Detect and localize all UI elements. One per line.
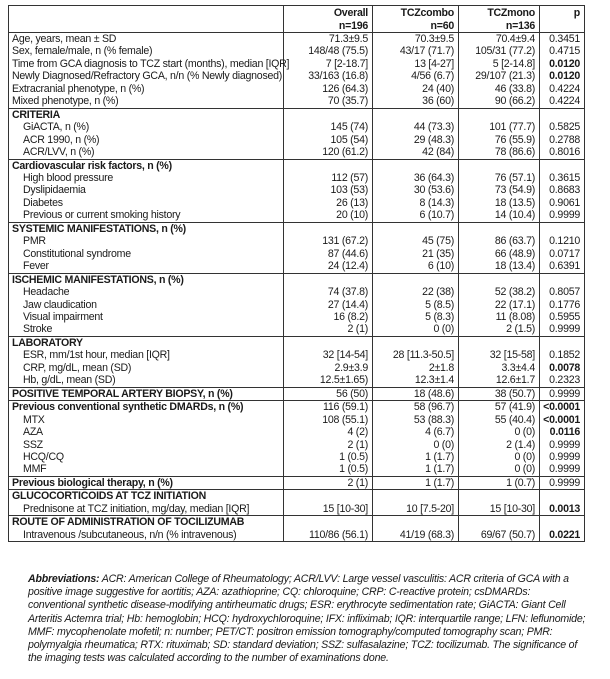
cell-tczmono: 29/107 (21.3) <box>459 70 540 82</box>
row-label: Extracranial phenotype, n (%) <box>9 83 284 95</box>
table-section <box>9 159 585 222</box>
cell-p-value: 0.4224 <box>540 83 585 95</box>
cell-overall: 131 (67.2) <box>284 235 373 247</box>
section-title: Previous biological therapy, n (%) <box>9 476 284 489</box>
cell-tczmono: 57 (41.9) <box>459 401 540 414</box>
cell-p-value: <0.0001 <box>540 401 585 414</box>
row-label: GiACTA, n (%) <box>9 121 284 133</box>
cell-overall: 20 (10) <box>284 209 373 222</box>
table-row <box>9 439 585 451</box>
cell-overall: 148/48 (75.5) <box>284 45 373 57</box>
cell-p-value: 0.2788 <box>540 134 585 146</box>
cell-p-value: 0.9999 <box>540 476 585 489</box>
row-label: AZA <box>9 426 284 438</box>
table-row <box>9 70 585 82</box>
cell-overall: 2.9±3.9 <box>284 362 373 374</box>
row-label: Intravenous /subcutaneous, n/n (% intravenous) <box>9 529 284 542</box>
cell-overall: 105 (54) <box>284 134 373 146</box>
table-row <box>9 172 585 184</box>
section-header-row <box>9 476 585 489</box>
table-row <box>9 426 585 438</box>
header-overall: Overall n=196 <box>284 6 373 33</box>
row-label: ACR 1990, n (%) <box>9 134 284 146</box>
cell-p-value: 0.9999 <box>540 451 585 463</box>
table-row <box>9 33 585 46</box>
row-label: SSZ <box>9 439 284 451</box>
cell-tczcombo: 12.3±1.4 <box>373 374 459 387</box>
table-row <box>9 197 585 209</box>
section-title: POSITIVE TEMPORAL ARTERY BIOPSY, n (%) <box>9 387 284 400</box>
cell-overall: 26 (13) <box>284 197 373 209</box>
cell-p-value: 0.4224 <box>540 95 585 108</box>
cell-tczcombo: 45 (75) <box>373 235 459 247</box>
table-row <box>9 299 585 311</box>
section-header-row <box>9 336 585 349</box>
cell-tczmono: 78 (86.6) <box>459 146 540 159</box>
row-label: Time from GCA diagnosis to TCZ start (months), median [IQR] <box>9 58 284 70</box>
table-section <box>9 336 585 387</box>
table-row <box>9 323 585 336</box>
cell-tczcombo: 29 (48.3) <box>373 134 459 146</box>
baseline-characteristics-table-container <box>8 5 584 542</box>
cell-overall: 16 (8.2) <box>284 311 373 323</box>
cell-tczcombo: 42 (84) <box>373 146 459 159</box>
cell-tczmono: 86 (63.7) <box>459 235 540 247</box>
table-row <box>9 83 585 95</box>
header-row <box>9 6 585 33</box>
cell-overall: 2 (1) <box>284 476 373 489</box>
cell-tczcombo: 1 (1.7) <box>373 476 459 489</box>
cell-tczmono: 38 (50.7) <box>459 387 540 400</box>
section-title: Cardiovascular risk factors, n (%) <box>9 159 284 172</box>
row-label: HCQ/CQ <box>9 451 284 463</box>
row-label: MMF <box>9 463 284 476</box>
cell-tczcombo: 8 (14.3) <box>373 197 459 209</box>
table-section <box>9 490 585 516</box>
table-row <box>9 146 585 159</box>
table-row <box>9 248 585 260</box>
cell-tczmono: 76 (57.1) <box>459 172 540 184</box>
cell-tczmono: 12.6±1.7 <box>459 374 540 387</box>
cell-p-value: 0.0078 <box>540 362 585 374</box>
cell-p-value: 0.0717 <box>540 248 585 260</box>
cell-tczmono: 105/31 (77.2) <box>459 45 540 57</box>
cell-tczcombo: 36 (64.3) <box>373 172 459 184</box>
cell-p-value: 0.8683 <box>540 184 585 196</box>
cell-tczmono: 101 (77.7) <box>459 121 540 133</box>
cell-overall: 12.5±1.65) <box>284 374 373 387</box>
cell-tczmono: 69/67 (50.7) <box>459 529 540 542</box>
table-section <box>9 387 585 400</box>
cell-tczmono: 0 (0) <box>459 451 540 463</box>
row-label: Mixed phenotype, n (%) <box>9 95 284 108</box>
cell-tczmono: 46 (33.8) <box>459 83 540 95</box>
cell-p-value: 0.3615 <box>540 172 585 184</box>
cell-tczcombo: 44 (73.3) <box>373 121 459 133</box>
cell-p-value: 0.8016 <box>540 146 585 159</box>
header-p-value: p <box>540 6 585 33</box>
cell-overall: 108 (55.1) <box>284 414 373 426</box>
section-title: LABORATORY <box>9 336 284 349</box>
cell-tczcombo: 21 (35) <box>373 248 459 260</box>
cell-overall: 4 (2) <box>284 426 373 438</box>
cell-tczmono: 55 (40.4) <box>459 414 540 426</box>
row-label: Age, years, mean ± SD <box>9 33 284 46</box>
cell-p-value: 0.1852 <box>540 349 585 361</box>
table-row <box>9 362 585 374</box>
row-label: Headache <box>9 286 284 298</box>
cell-tczmono: 14 (10.4) <box>459 209 540 222</box>
row-label: Hb, g/dL, mean (SD) <box>9 374 284 387</box>
table-row <box>9 451 585 463</box>
section-title: ROUTE OF ADMINISTRATION OF TOCILIZUMAB <box>9 516 284 529</box>
cell-tczmono: 22 (17.1) <box>459 299 540 311</box>
cell-tczcombo: 2±1.8 <box>373 362 459 374</box>
cell-overall: 1 (0.5) <box>284 451 373 463</box>
cell-tczmono: 90 (66.2) <box>459 95 540 108</box>
table-row <box>9 260 585 273</box>
row-label: ESR, mm/1st hour, median [IQR] <box>9 349 284 361</box>
cell-tczcombo: 5 (8.5) <box>373 299 459 311</box>
cell-tczcombo: 22 (38) <box>373 286 459 298</box>
table-row <box>9 184 585 196</box>
row-label: Constitutional syndrome <box>9 248 284 260</box>
cell-tczcombo: 6 (10.7) <box>373 209 459 222</box>
cell-tczmono: 11 (8.08) <box>459 311 540 323</box>
table-row <box>9 235 585 247</box>
row-label: MTX <box>9 414 284 426</box>
row-label: Prednisone at TCZ initiation, mg/day, median [IQR] <box>9 503 284 516</box>
cell-p-value: 0.9999 <box>540 439 585 451</box>
row-label: ACR/LVV, n (%) <box>9 146 284 159</box>
section-header-row <box>9 222 585 235</box>
row-label: Newly Diagnosed/Refractory GCA, n/n (% Newly diagnosed) <box>9 70 284 82</box>
cell-tczcombo: 18 (48.6) <box>373 387 459 400</box>
cell-p-value: 0.1776 <box>540 299 585 311</box>
abbreviations-footnote <box>28 573 588 665</box>
cell-p-value: 0.0116 <box>540 426 585 438</box>
table-header <box>9 6 585 33</box>
header-label-column <box>9 6 284 33</box>
cell-overall: 2 (1) <box>284 323 373 336</box>
table-section <box>9 273 585 336</box>
cell-tczmono: 76 (55.9) <box>459 134 540 146</box>
cell-tczcombo: 53 (88.3) <box>373 414 459 426</box>
cell-tczmono: 0 (0) <box>459 463 540 476</box>
section-title: GLUCOCORTICOIDS AT TCZ INITIATION <box>9 490 284 503</box>
cell-tczcombo: 70.3±9.5 <box>373 33 459 46</box>
table-row <box>9 134 585 146</box>
cell-p-value: 0.0120 <box>540 70 585 82</box>
section-header-row <box>9 401 585 414</box>
section-header-row <box>9 490 585 503</box>
cell-tczmono: 1 (0.7) <box>459 476 540 489</box>
cell-tczmono: 66 (48.9) <box>459 248 540 260</box>
cell-p-value: 0.5825 <box>540 121 585 133</box>
cell-overall: 27 (14.4) <box>284 299 373 311</box>
cell-overall: 110/86 (56.1) <box>284 529 373 542</box>
cell-overall: 74 (37.8) <box>284 286 373 298</box>
table-row <box>9 121 585 133</box>
row-label: Diabetes <box>9 197 284 209</box>
cell-p-value: 0.9999 <box>540 463 585 476</box>
section-header-row <box>9 273 585 286</box>
cell-p-value: 0.9999 <box>540 387 585 400</box>
cell-overall: 70 (35.7) <box>284 95 373 108</box>
cell-overall: 7 [2-18.7] <box>284 58 373 70</box>
table-section <box>9 108 585 159</box>
row-label: Fever <box>9 260 284 273</box>
cell-p-value: 0.9999 <box>540 209 585 222</box>
table-row <box>9 58 585 70</box>
section-title: Previous conventional synthetic DMARDs, n (%) <box>9 401 284 414</box>
cell-tczmono: 15 [10-30] <box>459 503 540 516</box>
cell-p-value: 0.9061 <box>540 197 585 209</box>
row-label: High blood pressure <box>9 172 284 184</box>
cell-tczcombo: 24 (40) <box>373 83 459 95</box>
cell-overall: 24 (12.4) <box>284 260 373 273</box>
cell-overall: 87 (44.6) <box>284 248 373 260</box>
table-section <box>9 222 585 273</box>
footnote-title: Abbreviations: <box>28 573 100 585</box>
cell-tczcombo: 58 (96.7) <box>373 401 459 414</box>
cell-p-value: 0.0221 <box>540 529 585 542</box>
table-row <box>9 529 585 542</box>
cell-p-value: 0.5955 <box>540 311 585 323</box>
table-section <box>9 33 585 109</box>
table-section <box>9 476 585 489</box>
cell-p-value: 0.9999 <box>540 323 585 336</box>
table-sections <box>8 32 584 542</box>
cell-p-value: 0.0120 <box>540 58 585 70</box>
section-title: ISCHEMIC MANIFESTATIONS, n (%) <box>9 273 284 286</box>
cell-p-value: 0.4715 <box>540 45 585 57</box>
table-row <box>9 374 585 387</box>
table-section <box>9 516 585 542</box>
row-label: Visual impairment <box>9 311 284 323</box>
cell-tczmono: 32 [15-58] <box>459 349 540 361</box>
row-label: PMR <box>9 235 284 247</box>
cell-overall: 126 (64.3) <box>284 83 373 95</box>
table-body <box>8 32 585 542</box>
table-row <box>9 503 585 516</box>
row-label: Stroke <box>9 323 284 336</box>
cell-tczcombo: 30 (53.6) <box>373 184 459 196</box>
cell-p-value: 0.3451 <box>540 33 585 46</box>
cell-tczcombo: 5 (8.3) <box>373 311 459 323</box>
cell-tczcombo: 1 (1.7) <box>373 451 459 463</box>
cell-tczmono: 2 (1.4) <box>459 439 540 451</box>
section-title: SYSTEMIC MANIFESTATIONS, n (%) <box>9 222 284 235</box>
cell-overall: 112 (57) <box>284 172 373 184</box>
baseline-characteristics-table <box>8 5 585 33</box>
table-row <box>9 209 585 222</box>
table-row <box>9 311 585 323</box>
cell-overall: 103 (53) <box>284 184 373 196</box>
table-row <box>9 95 585 108</box>
cell-overall: 116 (59.1) <box>284 401 373 414</box>
cell-p-value: 0.2323 <box>540 374 585 387</box>
cell-overall: 1 (0.5) <box>284 463 373 476</box>
cell-overall: 32 [14-54] <box>284 349 373 361</box>
row-label: Jaw claudication <box>9 299 284 311</box>
table-row <box>9 349 585 361</box>
cell-tczmono: 18 (13.4) <box>459 260 540 273</box>
cell-tczcombo: 10 [7.5-20] <box>373 503 459 516</box>
cell-tczmono: 52 (38.2) <box>459 286 540 298</box>
section-header-row <box>9 516 585 529</box>
cell-overall: 33/163 (16.8) <box>284 70 373 82</box>
cell-tczcombo: 28 [11.3-50.5] <box>373 349 459 361</box>
section-header-row <box>9 108 585 121</box>
cell-tczmono: 0 (0) <box>459 426 540 438</box>
cell-tczmono: 70.4±9.4 <box>459 33 540 46</box>
cell-tczmono: 18 (13.5) <box>459 197 540 209</box>
cell-overall: 71.3±9.5 <box>284 33 373 46</box>
section-header-row <box>9 387 585 400</box>
cell-tczmono: 73 (54.9) <box>459 184 540 196</box>
cell-tczcombo: 41/19 (68.3) <box>373 529 459 542</box>
section-title: CRITERIA <box>9 108 284 121</box>
cell-p-value: 0.6391 <box>540 260 585 273</box>
cell-overall: 56 (50) <box>284 387 373 400</box>
row-label: Sex, female/male, n (% female) <box>9 45 284 57</box>
cell-p-value: <0.0001 <box>540 414 585 426</box>
cell-tczcombo: 43/17 (71.7) <box>373 45 459 57</box>
cell-tczcombo: 36 (60) <box>373 95 459 108</box>
cell-overall: 120 (61.2) <box>284 146 373 159</box>
cell-tczmono: 5 [2-14.8] <box>459 58 540 70</box>
header-tczmono: TCZmono n=136 <box>459 6 540 33</box>
table-section <box>9 401 585 477</box>
table-row <box>9 414 585 426</box>
cell-tczcombo: 0 (0) <box>373 323 459 336</box>
cell-overall: 145 (74) <box>284 121 373 133</box>
cell-p-value: 0.8057 <box>540 286 585 298</box>
cell-overall: 15 [10-30] <box>284 503 373 516</box>
row-label: Dyslipidaemia <box>9 184 284 196</box>
cell-tczmono: 2 (1.5) <box>459 323 540 336</box>
footnote-text: ACR: American College of Rheumatology; ACR/LVV: Large vessel vasculitis: ACR criteria of GCA with a positive image suggestive for aortitis; AZA: azathioprine; CQ: chloroquine; CRP: C-reactive protein; csDMARDs: conventional synthetic disease-modifying antirheumatic drugs; ESR: erythrocyte sedimentation rate; GiACTA: Giant Cell Arteritis Actemra trial; Hb: hemoglobin; HCQ: hydroxychloroquine; IFX: infliximab; IQR: interquartile range; LFN: leflunomide; MMF: mycophenolate mofetil; n: number; PET/CT: positron emission tomography/computed tomography scan; PMR: polymyalgia rheumatica; RTX: rituximab; SD: standard deviation; SSZ: sulfasalazine; TCZ: tocilizumab. The significance of the imaging tests was calculated according to the number of examinations done. <box>28 573 586 665</box>
cell-tczcombo: 13 [4-27] <box>373 58 459 70</box>
cell-tczcombo: 4 (6.7) <box>373 426 459 438</box>
cell-tczcombo: 1 (1.7) <box>373 463 459 476</box>
cell-tczmono: 3.3±4.4 <box>459 362 540 374</box>
row-label: Previous or current smoking history <box>9 209 284 222</box>
cell-p-value: 0.0013 <box>540 503 585 516</box>
cell-tczcombo: 6 (10) <box>373 260 459 273</box>
cell-overall: 2 (1) <box>284 439 373 451</box>
cell-tczcombo: 0 (0) <box>373 439 459 451</box>
table-row <box>9 463 585 476</box>
row-label: CRP, mg/dL, mean (SD) <box>9 362 284 374</box>
cell-tczcombo: 4/56 (6.7) <box>373 70 459 82</box>
table-row <box>9 286 585 298</box>
table-row <box>9 45 585 57</box>
cell-p-value: 0.1210 <box>540 235 585 247</box>
header-tczcombo: TCZcombo n=60 <box>373 6 459 33</box>
section-header-row <box>9 159 585 172</box>
